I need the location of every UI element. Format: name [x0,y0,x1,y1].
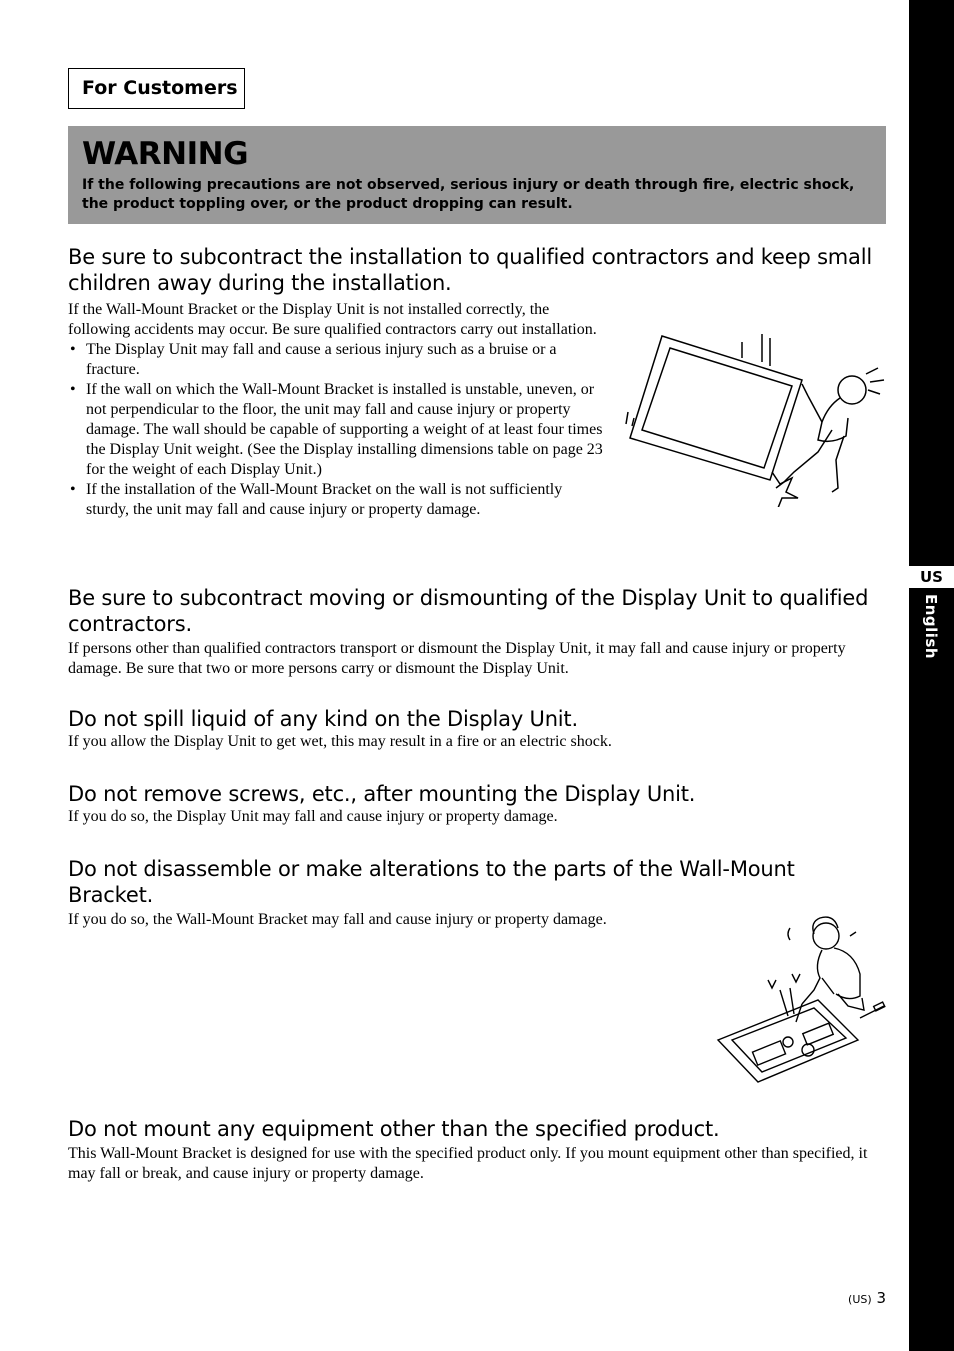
list-item: • If the wall on which the Wall-Mount Bracket is installed is unstable, uneven, or not perpendicular to the floor, the unit may fall and cause injury or property damage. The wall should be capable of supporting a weight of at least four times the Display Unit weight. (See the Display installing dimensions table on page 23 for the weight of each Display Unit.) [68,380,608,480]
section-body: If the Wall-Mount Bracket or the Display Unit is not installed correctly, the following accidents may occur. Be sure qualified contractors carry out installation. [68,301,597,338]
section-heading: Be sure to subcontract the installation to qualified contractors and keep small children away during the installation. [68,245,873,295]
for-customers-badge: For Customers [68,68,245,109]
section-equipment [68,1116,888,1184]
warning-box [68,126,886,224]
bullet-list [68,340,608,520]
section-heading: Do not remove screws, etc., after mounting the Display Unit. [68,782,696,806]
region-tab: US [909,566,954,588]
section-body: If persons other than qualified contractors transport or dismount the Display Unit, it may fall and cause injury or property damage. Be sure that two or more persons carry or dismount the Display Unit. [68,640,846,677]
section-liquid [68,706,888,752]
language-label: English [922,594,940,660]
disassembling-bracket-illustration [714,910,890,1086]
language-sidebar [909,0,954,1351]
section-body: If you do so, the Display Unit may fall and cause injury or property damage. [68,808,558,825]
section-heading: Be sure to subcontract moving or dismounting of the Display Unit to qualified contractors. [68,586,869,636]
falling-display-illustration [622,322,892,507]
warning-text: If the following precautions are not observed, serious injury or death through fire, electric shock, the product toppling over, or the product dropping can result. [82,177,855,212]
section-heading: Do not mount any equipment other than the specified product. [68,1117,720,1141]
section-heading: Do not disassemble or make alterations to the parts of the Wall-Mount Bracket. [68,857,795,907]
page-prefix: (US) [848,1293,872,1306]
section-body: If you do so, the Wall-Mount Bracket may fall and cause injury or property damage. [68,911,607,928]
page-number [848,1289,886,1307]
list-item: • The Display Unit may fall and cause a serious injury such as a bruise or a fracture. [68,340,608,380]
warning-title: WARNING [82,136,249,172]
list-item: • If the installation of the Wall-Mount Bracket on the wall is not sufficiently sturdy, the unit may fall and cause injury or property damage. [68,480,608,520]
section-body: If you allow the Display Unit to get wet, this may result in a fire or an electric shock. [68,733,612,750]
section-heading: Do not spill liquid of any kind on the Display Unit. [68,707,578,731]
section-moving [68,585,888,679]
section-body: This Wall-Mount Bracket is designed for use with the specified product only. If you mount equipment other than specified, it may fall or break, and cause injury or property damage. [68,1145,868,1182]
section-screws [68,781,888,827]
page-number-value: 3 [876,1289,886,1307]
